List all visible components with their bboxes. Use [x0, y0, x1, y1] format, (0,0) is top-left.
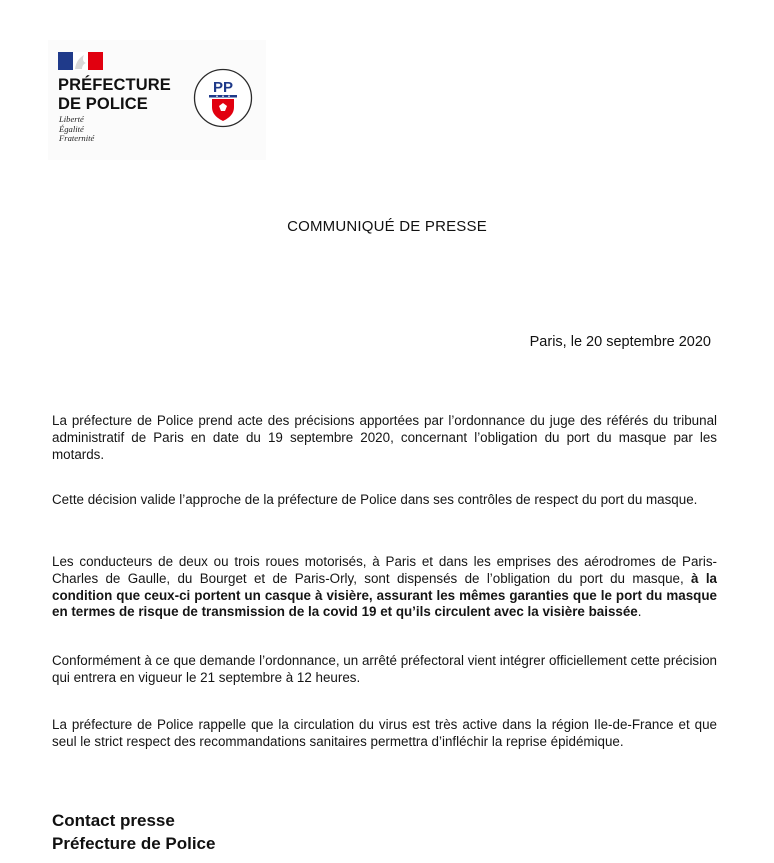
motto-fraternite: Fraternité	[59, 133, 95, 144]
police-seal-icon	[193, 68, 253, 128]
motto-liberte: Liberté	[59, 114, 84, 124]
paragraph-3-end: .	[637, 604, 642, 620]
document-title: COMMUNIQUÉ DE PRESSE	[287, 218, 487, 235]
paragraph-4: Conformément à ce que demande l’ordonnance, un arrêté préfectoral vient intégrer officiellement cette précision qui entrera en vigueur le 21 septembre à 12 heures.	[52, 653, 717, 685]
motto	[59, 115, 94, 144]
prefecture-logo	[48, 40, 266, 160]
paragraph-3-text: Les conducteurs de deux ou trois roues motorisés, à Paris et dans les emprises des aérodromes de Paris-Charles de Gaulle, du Bourget et de Paris-Orly, sont dispensés de l’obligation du port du masque,	[52, 554, 717, 586]
contact-heading: Contact presse	[52, 811, 175, 830]
paragraph-2: Cette décision valide l’approche de la préfecture de Police dans ses contrôles de respect du port du masque.	[52, 492, 698, 507]
paragraph-1: La préfecture de Police prend acte des précisions apportées par l’ordonnance du juge des référés du tribunal administratif de Paris en date du 19 septembre 2020, concernant l’obligation du port du masque par les motards.	[52, 413, 717, 462]
paragraph-3-bold-text: à la condition que ceux-ci portent un casque à visière, assurant les mêmes garanties que le port du masque en termes de risque de transmission de la covid 19 et qu’ils circulent avec la visière baissée	[52, 570, 717, 620]
seal-letters: PP	[212, 79, 234, 96]
marianne-flag-icon	[58, 52, 103, 70]
brand-line1: PRÉFECTURE	[58, 76, 171, 94]
document-date: Paris, le 20 septembre 2020	[529, 334, 711, 350]
paragraph-5: La préfecture de Police rappelle que la circulation du virus est très active dans la région Ile-de-France et que seul le strict respect des recommandations sanitaires permettra d’infléchir la reprise épidémique.	[52, 717, 717, 749]
brand-line2: DE POLICE	[58, 95, 148, 113]
paragraph-3	[52, 554, 717, 621]
motto-egalite: Égalité	[59, 123, 84, 134]
contact-organization: Préfecture de Police	[52, 834, 216, 853]
brand-name	[58, 76, 171, 114]
press-contact	[52, 809, 215, 855]
